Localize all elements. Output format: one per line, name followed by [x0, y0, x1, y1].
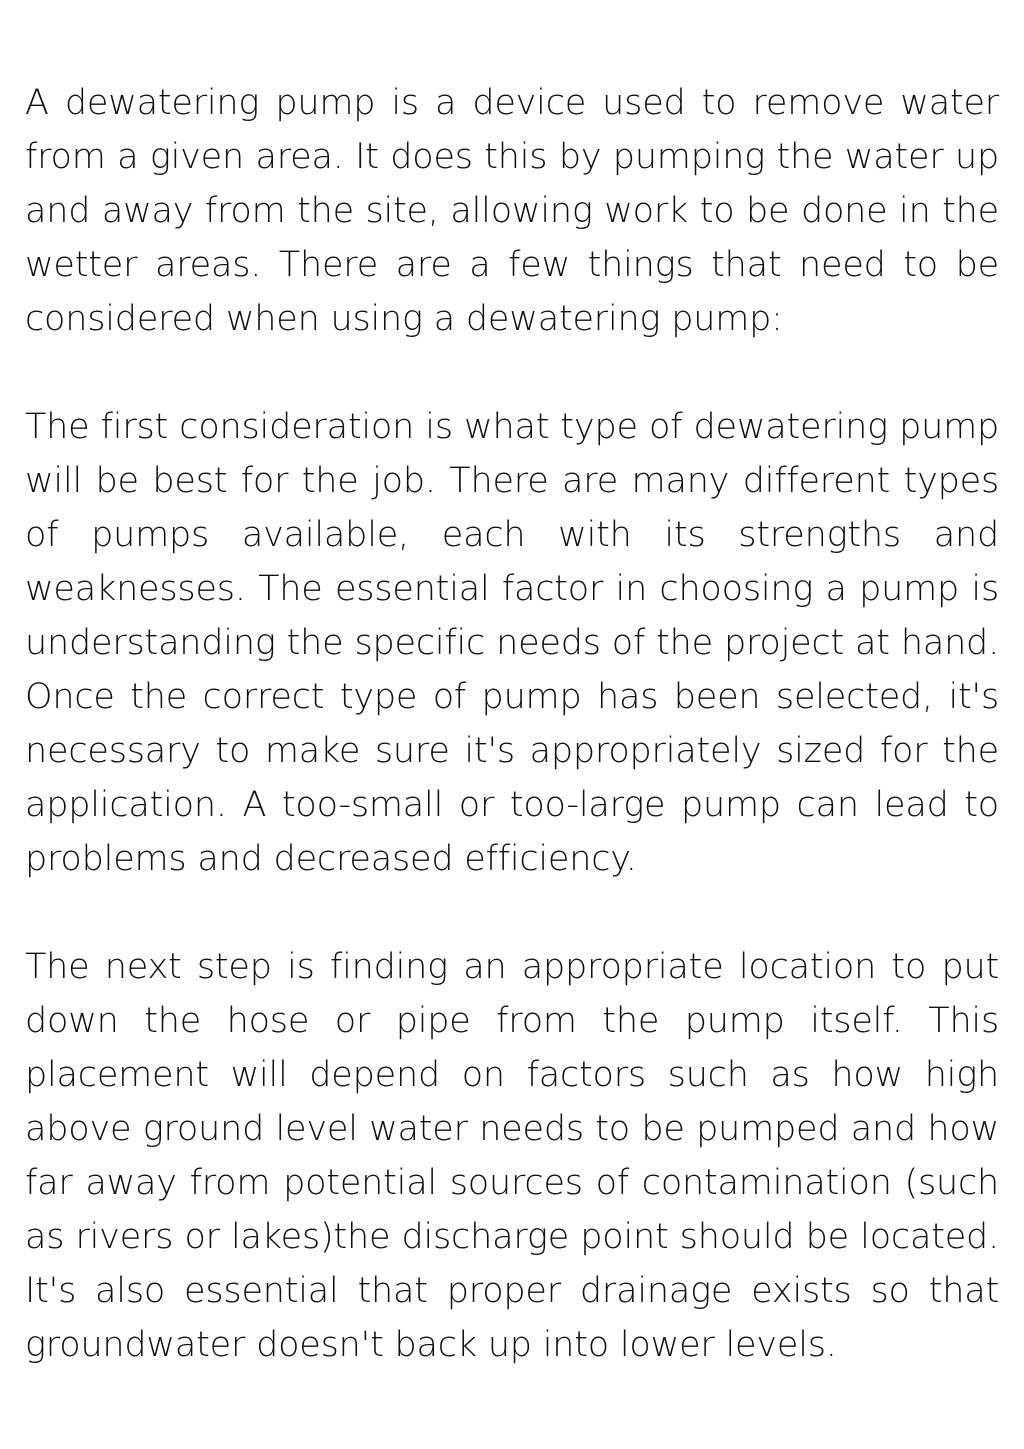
paragraph-intro: A dewatering pump is a device used to remove water from a given area. It does this by pumping the water up and away from the site, allowing work to be done in the wetter areas. There are a few things that need to be considered when using a dewatering pump: — [25, 83, 999, 339]
paragraph-pump-type: The first consideration is what type of dewatering pump will be best for the job. There are many different types of pumps available, each with its strengths and weaknesses. The essential factor in choosing a pump is understanding the specific needs of the project at hand. Once the correct type of pump has been selected, it's necessary to make sure it's appropriately sized for the application. A too-small or too-large pump can lead to problems and decreased efficiency. — [25, 407, 999, 879]
document-page — [25, 76, 999, 1372]
paragraph-hose-placement: The next step is finding an appropriate location to put down the hose or pipe from the pump itself. This placement will depend on factors such as how high above ground level water needs to be pumped and how far away from potential sources of contamination (such as rivers or lakes)the discharge point should be located. It's also essential that proper drainage exists so that groundwater doesn't back up into lower levels. — [25, 947, 999, 1365]
